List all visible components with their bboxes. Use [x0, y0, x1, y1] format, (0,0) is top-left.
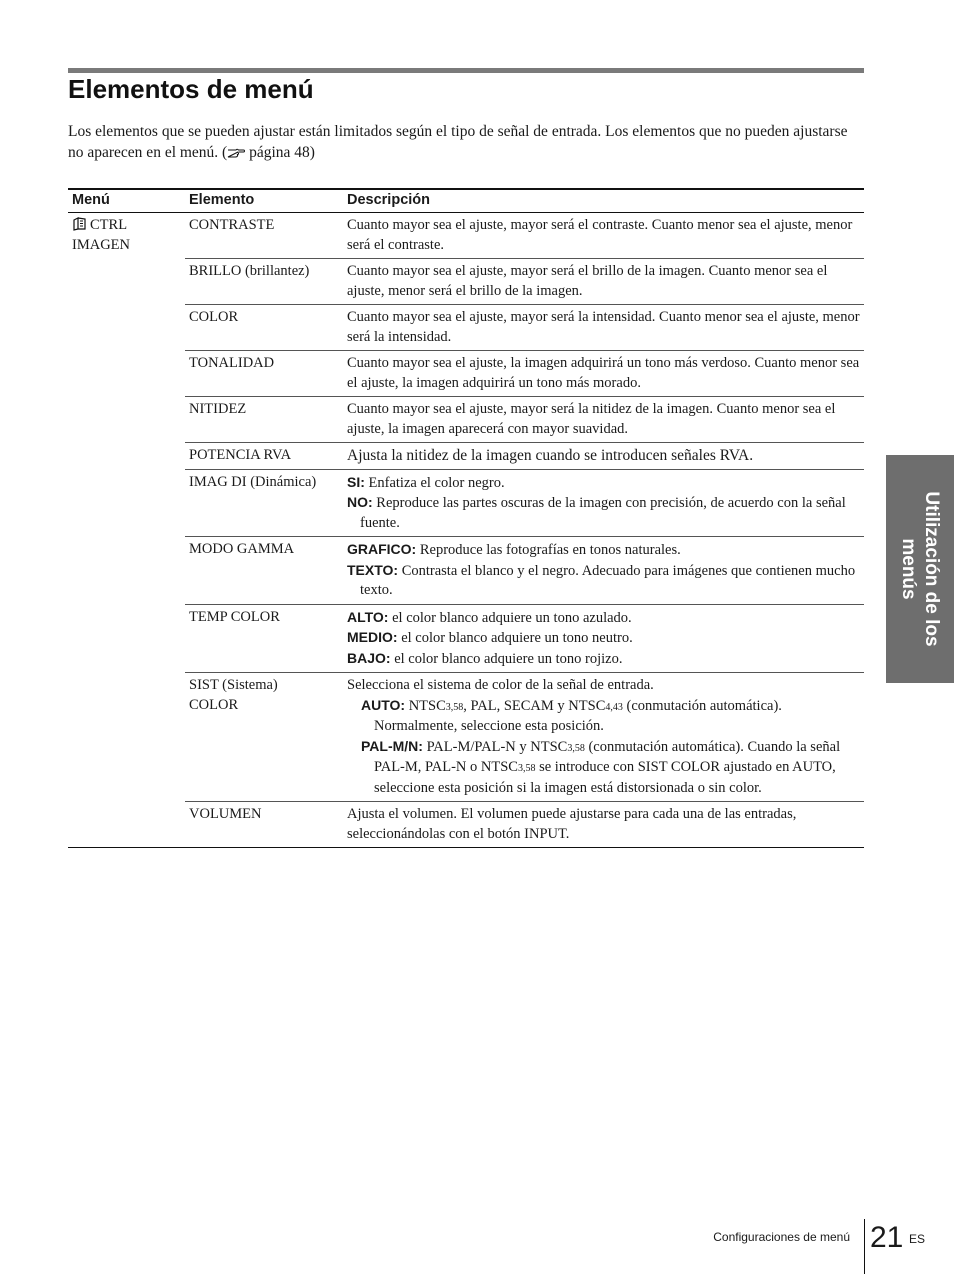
footer-section-label: Configuraciones de menú: [713, 1230, 850, 1244]
table-row: [68, 604, 864, 673]
option-grafico: [347, 540, 860, 561]
option-text: , PAL, SECAM y NTSC: [463, 697, 606, 714]
option-label: GRAFICO:: [347, 541, 417, 557]
element-tonalidad: TONALIDAD: [185, 351, 343, 397]
option-text: PAL-M/PAL-N y NTSC: [422, 738, 568, 755]
option-label: PAL-M/N:: [361, 737, 423, 754]
side-tab-label: [897, 491, 943, 646]
option-text: el color blanco adquiere un tono rojizo.: [390, 650, 623, 667]
section-side-tab: [886, 455, 954, 683]
subscript: 4,43: [605, 701, 623, 713]
option-text: Enfatiza el color negro.: [364, 474, 505, 491]
desc-brillo: Cuanto mayor sea el ajuste, mayor será el brillo de la imagen. Cuanto menor sea el ajuste, menor será el brillo de la imagen.: [343, 259, 864, 305]
menu-name-line2: IMAGEN: [72, 236, 130, 253]
option-alto: [347, 608, 860, 629]
table-row: [68, 305, 864, 351]
page-title: Elementos de menú: [68, 74, 314, 104]
table-row: [68, 673, 864, 802]
option-text: el color blanco adquiere un tono azulado.: [388, 609, 632, 626]
option-texto: [347, 561, 860, 601]
element-color: COLOR: [185, 305, 343, 351]
table-row: [68, 537, 864, 605]
subscript: 3,58: [517, 763, 536, 774]
table-row: [68, 213, 864, 259]
desc-color: Cuanto mayor sea el ajuste, mayor será la intensidad. Cuanto menor sea el ajuste, menor será la intensidad.: [343, 305, 864, 351]
menu-cell-ctrl-imagen: [68, 213, 185, 848]
element-volumen: VOLUMEN: [185, 802, 343, 848]
page-number: 21: [870, 1221, 904, 1254]
header-menu: Menú: [68, 189, 185, 213]
option-text: se introduce con SIST COLOR ajustado en AUTO, seleccione esta posición si la imagen está distorsionada o sin color.: [374, 759, 836, 796]
desc-sist-color: [343, 673, 864, 802]
menu-items-table: [68, 188, 864, 848]
option-text: NTSC: [405, 697, 446, 714]
desc-potencia-rva: Ajusta la nitidez de la imagen cuando se introducen señales RVA.: [343, 443, 864, 470]
option-text: (conmutación automática). Normalmente, seleccione esta posición.: [374, 697, 782, 734]
option-si: [347, 473, 860, 494]
element-line1: SIST (Sistema): [189, 677, 278, 693]
option-label: BAJO:: [347, 649, 391, 666]
desc-temp-color: [343, 604, 864, 673]
table-row: [68, 397, 864, 443]
option-text: Reproduce las partes oscuras de la imagen con precisión, de acuerdo con la señal fuente.: [360, 495, 846, 531]
element-imag-di: IMAG DI (Dinámica): [185, 469, 343, 537]
option-text: Contrasta el blanco y el negro. Adecuado para imágenes que contienen mucho texto.: [360, 562, 856, 598]
desc-nitidez: Cuanto mayor sea el ajuste, mayor será la nitidez de la imagen. Cuanto menor sea el ajuste, la imagen aparecerá con mayor suavidad.: [343, 397, 864, 443]
page-language: ES: [909, 1232, 926, 1246]
desc-modo-gamma: [343, 537, 864, 605]
option-label: MEDIO:: [347, 629, 398, 645]
desc-tonalidad: Cuanto mayor sea el ajuste, la imagen adquirirá un tono más verdoso. Cuanto menor sea el ajuste, la imagen adquirirá un tono más morado.: [343, 351, 864, 397]
subscript: 3,58: [567, 742, 585, 754]
side-tab-line1: Utilización de los: [921, 491, 942, 647]
option-auto: [347, 696, 860, 737]
picture-control-icon: [72, 217, 88, 231]
element-contraste: CONTRASTE: [185, 213, 343, 259]
desc-imag-di: [343, 469, 864, 537]
table-header-row: [68, 189, 864, 213]
desc-contraste: Cuanto mayor sea el ajuste, mayor será el contraste. Cuanto menor sea el ajuste, menor será el contraste.: [343, 213, 864, 259]
intro-paragraph: [68, 121, 864, 163]
desc-volumen: Ajusta el volumen. El volumen puede ajustarse para cada una de las entradas, seleccionándolas con el botón INPUT.: [343, 802, 864, 848]
option-no: [347, 493, 860, 533]
sist-color-intro: Selecciona el sistema de color de la señal de entrada.: [347, 677, 654, 693]
option-pal-mn: [347, 737, 860, 799]
option-label: SI:: [347, 473, 365, 490]
option-text: (conmutación automática). Cuando la señal PAL-M, PAL-N o NTSC: [374, 738, 841, 775]
intro-text: Los elementos que se pueden ajustar están limitados según el tipo de señal de entrada. Los elementos que no pueden ajustarse no aparecen en el menú. (: [68, 123, 848, 161]
footer-divider: [864, 1219, 865, 1274]
table-row: [68, 351, 864, 397]
option-bajo: [347, 649, 860, 670]
header-description: Descripción: [343, 189, 864, 213]
element-nitidez: NITIDEZ: [185, 397, 343, 443]
table-row: [68, 469, 864, 537]
option-label: ALTO:: [347, 608, 389, 625]
table-row: [68, 802, 864, 848]
table-row: [68, 259, 864, 305]
header-element: Elemento: [185, 189, 343, 213]
side-tab-line2: menús: [898, 538, 919, 600]
option-text: Reproduce las fotografías en tonos naturales.: [416, 542, 681, 558]
option-label: AUTO:: [361, 696, 406, 713]
option-label: TEXTO:: [347, 561, 399, 578]
intro-page-ref: página 48): [245, 144, 315, 161]
pointing-hand-icon: [227, 145, 245, 158]
menu-name-line1: CTRL: [90, 217, 128, 233]
option-label: NO:: [347, 494, 373, 510]
option-medio: [347, 628, 860, 649]
element-brillo: BRILLO (brillantez): [185, 259, 343, 305]
element-modo-gamma: MODO GAMMA: [185, 537, 343, 605]
subscript: 3,58: [445, 701, 464, 713]
element-temp-color: TEMP COLOR: [185, 604, 343, 673]
table-row: [68, 443, 864, 470]
element-potencia-rva: POTENCIA RVA: [185, 443, 343, 470]
element-line2: COLOR: [189, 696, 239, 713]
option-text: el color blanco adquiere un tono neutro.: [397, 630, 633, 646]
element-sist-color: [185, 673, 343, 802]
